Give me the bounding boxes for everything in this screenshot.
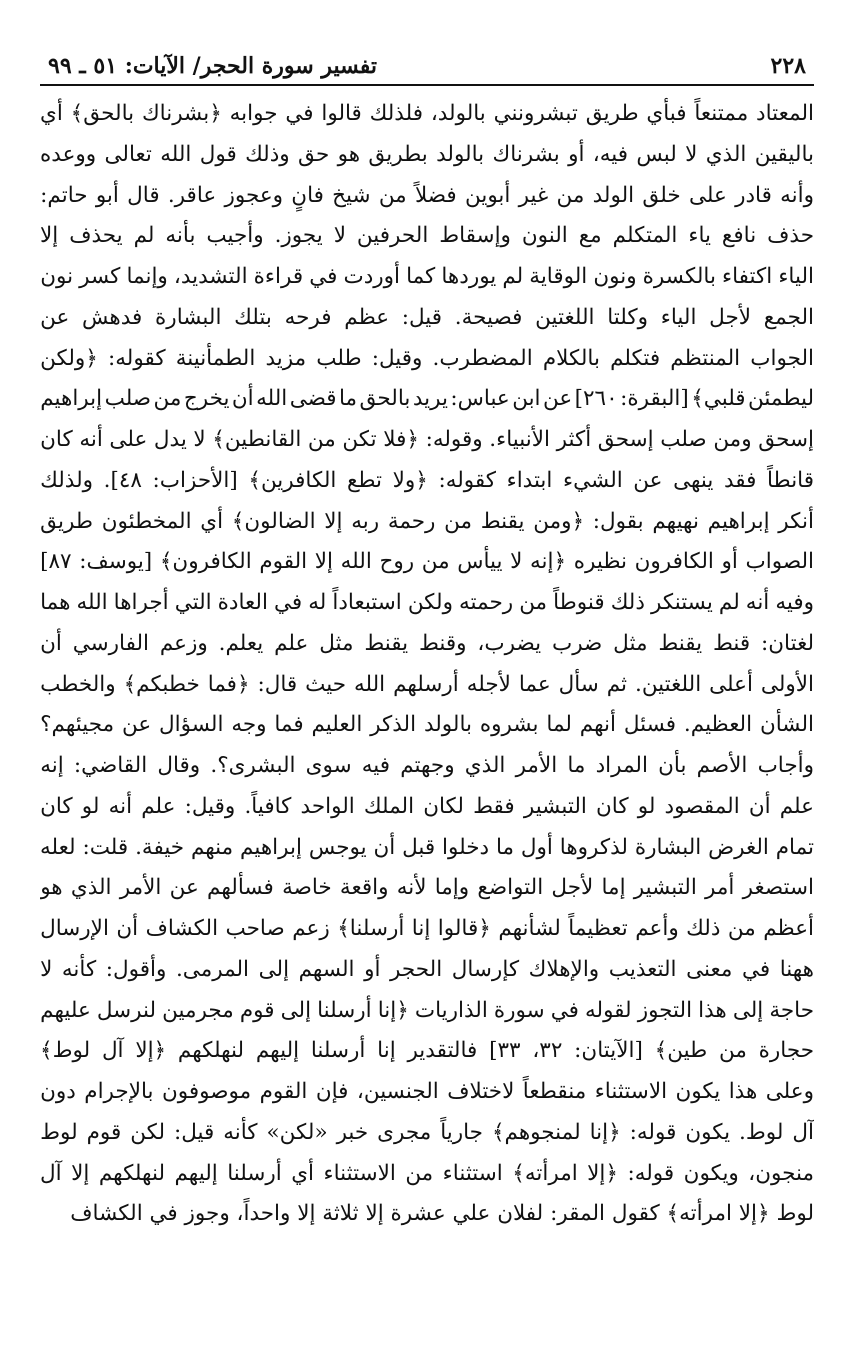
text-line: قانطاً فقد ينهى عن الشيء ابتداء كقوله: ﴿ولا تطع الكافرين﴾ [الأحزاب: ٤٨]. ولذلك	[40, 467, 814, 493]
text-line: المعتاد ممتنعاً فبأي طريق تبشرونني بالولد، فلذلك قالوا في جوابه ﴿بشرناك بالحق﴾ أي	[40, 101, 814, 126]
page-number: ٢٢٨	[770, 53, 806, 79]
text-line: علم أن المقصود لو كان التبشير فقط لكان الملك الواحد كافياً. وقيل: علم أنه لو كان	[40, 793, 814, 819]
text-line: إسحق ومن صلب إسحق أكثر الأنبياء. وقوله: ﴿فلا تكن من القانطين﴾ لا يدل على أنه كان	[40, 427, 814, 452]
text-line: حاجة إلى هذا التجوز لقوله في سورة الذاريات ﴿إنا أرسلنا إلى قوم مجرمين لنرسل عليهم	[40, 997, 814, 1023]
running-title: تفسير سورة الحجر/ الآيات: ٥١ ـ ٩٩	[48, 53, 377, 79]
text-line: حذف نافع ياء المتكلم مع النون وإسقاط الحرفين لا يجوز. وأجيب بأنه لم يحذف إلا	[40, 223, 814, 249]
text-line: لوط ﴿إلا امرأته﴾ كقول المقر: لفلان علي عشرة إلا ثلاثة إلا واحداً، وجوز في الكشاف	[70, 1201, 814, 1227]
text-line: الياء اكتفاء بالكسرة ونون الوقاية لم يوردها كما أوردت في قراءة التشديد، وإنما كسر نون	[40, 264, 814, 289]
text-line: استصغر أمر التبشير إما لأجل التواضع وإما لأنه واقعة خاصة فسألهم عن الأمر الذي هو	[40, 875, 814, 901]
text-line: وفيه أنه لم يستنكر ذلك قنوطاً من رحمته ولكن استبعاداً له في العادة التي أجراها الله هما	[40, 590, 814, 615]
text-line: آل لوط. يكون قوله: ﴿إنا لمنجوهم﴾ جارياً مجرى خبر «لكن» كأنه قيل: لكن قوم لوط	[40, 1119, 814, 1145]
text-line: لغتان: قنط يقنط مثل ضرب يضرب، وقنط يقنط مثل علم يعلم. وزعم الفارسي أن	[40, 630, 814, 656]
text-line: باليقين الذي لا لبس فيه، أو بشرناك بالولد بطريق هو حق وذلك قول الله تعالى ووعده	[40, 141, 814, 167]
text-line: الشأن العظيم. فسئل أنهم لما بشروه بالولد الذكر العليم فما وجه السؤال عن مجيئهم؟	[40, 712, 814, 738]
text-line: ليطمئن قلبي﴾ [البقرة: ٢٦٠] عن ابن عباس: يريد بالحق ما قضى الله أن يخرج من صلب إبراهيم	[40, 386, 814, 412]
text-line: أنكر إبراهيم نهيهم بقول: ﴿ومن يقنط من رحمة ربه إلا الضالون﴾ أي المخطئون طريق	[40, 508, 814, 534]
text-line: منجون، ويكون قوله: ﴿إلا امرأته﴾ استثناء من الاستثناء أي أرسلنا إليهم لنهلكهم إلا آل	[40, 1160, 814, 1186]
text-line: ههنا في معنى التعذيب والإهلاك كإرسال الحجر أو السهم إلى المرمى. وأقول: كأنه لا	[40, 956, 814, 982]
text-line: وأجاب الأصم بأن المراد ما الأمر الذي وجهتم فيه سوى البشرى؟. وقال القاضي: إنه	[40, 753, 814, 778]
text-line: حجارة من طين﴾ [الآيتان: ٣٢، ٣٣] فالتقدير إنا أرسلنا إليهم لنهلكهم ﴿إلا آل لوط﴾	[40, 1038, 814, 1064]
text-line: الصواب أو الكافرون نظيره ﴿إنه لا ييأس من روح الله إلا القوم الكافرون﴾ [يوسف: ٨٧]	[40, 549, 814, 575]
page-header	[40, 52, 814, 86]
text-line: الجواب المنتظم فتكلم بالكلام المضطرب. وقيل: طلب مزيد الطمأنينة كقوله: ﴿ولكن	[40, 345, 814, 371]
text-line: وأنه قادر على خلق الولد من غير أبوين فضلاً من شيخ فانٍ وعجوز عاقر. قال أبو حاتم:	[40, 182, 814, 208]
text-line: تمام الغرض البشارة لذكروها أول ما دخلوا قبل أن يوجس إبراهيم منهم خيفة. قلت: لعله	[40, 834, 814, 860]
text-line: أعظم من ذلك وأعم تعظيماً لشأنهم ﴿قالوا إنا أرسلنا﴾ زعم صاحب الكشاف أن الإرسال	[40, 916, 814, 941]
text-line: وعلى هذا يكون الاستثناء منقطعاً لاختلاف الجنسين، فإن القوم موصوفون بالإجرام دون	[40, 1079, 814, 1104]
body-text	[40, 94, 814, 1235]
text-line: الجمع لأجل الياء وكلتا اللغتين فصيحة. قيل: عظم فرحه بتلك البشارة فدهش عن	[40, 304, 814, 330]
text-line: الأولى أعلى اللغتين. ثم سأل عما لأجله أرسلهم الله حيث قال: ﴿فما خطبكم﴾ والخطب	[40, 671, 814, 697]
